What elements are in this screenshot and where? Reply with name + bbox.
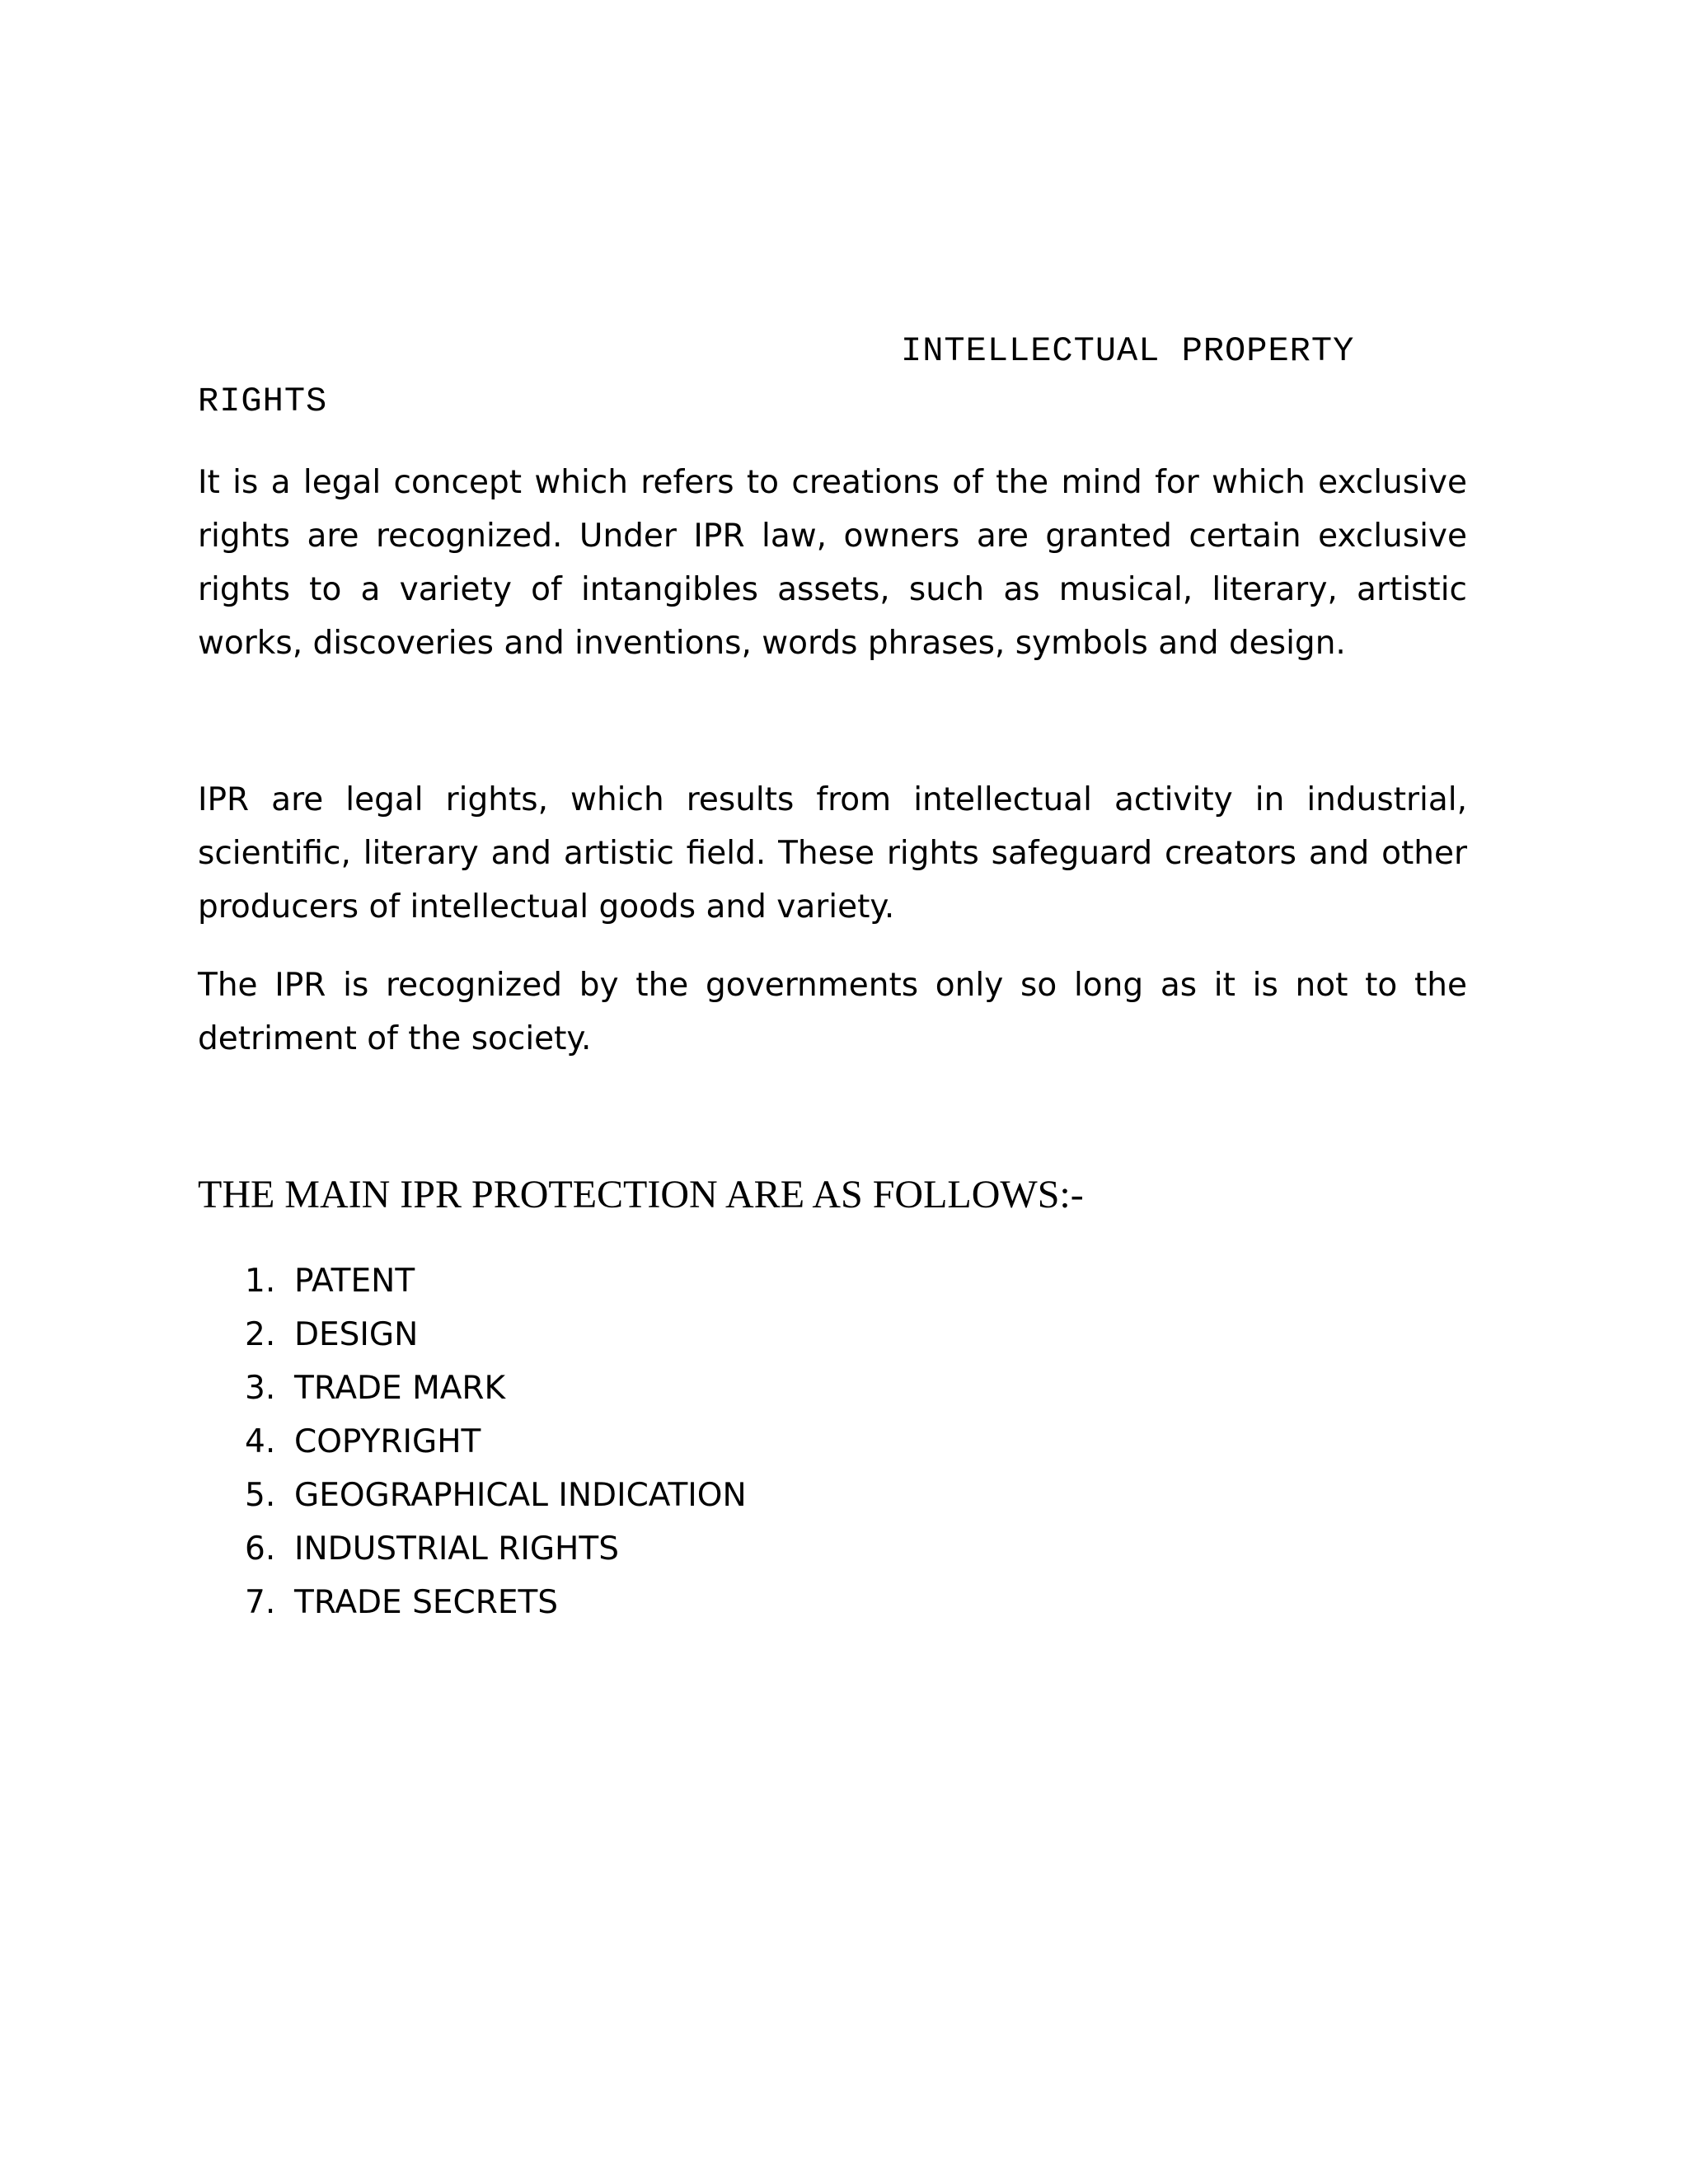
list-item-text: GEOGRAPHICAL INDICATION — [294, 1477, 747, 1514]
list-item-text: COPYRIGHT — [294, 1423, 481, 1460]
list-number: 5. — [245, 1477, 276, 1514]
list-number: 3. — [245, 1370, 276, 1407]
list-item-text: DESIGN — [294, 1316, 419, 1353]
list-item-text: TRADE SECRETS — [294, 1584, 559, 1621]
list-item-text: TRADE MARK — [294, 1370, 506, 1407]
list-number: 7. — [245, 1584, 276, 1621]
paragraph-legal-rights: IPR are legal rights, which results from intellectual activity in industrial, scientific, literary and artistic field. These rights safeguard creators and other producers of intellectual goods and variety. — [198, 781, 1467, 926]
title-line-1: INTELLECTUAL PROPERTY — [901, 331, 1355, 371]
list-number: 1. — [245, 1263, 276, 1300]
paragraph-definition: It is a legal concept which refers to creations of the mind for which exclusive rights are recognized. Under IPR law, owners are granted certain exclusive rights to a variety of intangibles assets, such as musical, literary, artistic works, discoveries and inventions, words phrases, symbols and design. — [198, 464, 1467, 662]
title-line-2: RIGHTS — [198, 382, 328, 421]
list-item-text: INDUSTRIAL RIGHTS — [294, 1530, 619, 1568]
list-number: 2. — [245, 1316, 276, 1353]
paragraph-recognition: The IPR is recognized by the governments only so long as it is not to the detriment of the society. — [198, 967, 1467, 1057]
list-number: 6. — [245, 1530, 276, 1568]
list-item-text: PATENT — [294, 1263, 415, 1300]
list-number: 4. — [245, 1423, 276, 1460]
section-heading: THE MAIN IPR PROTECTION ARE AS FOLLOWS:- — [198, 1173, 1084, 1216]
